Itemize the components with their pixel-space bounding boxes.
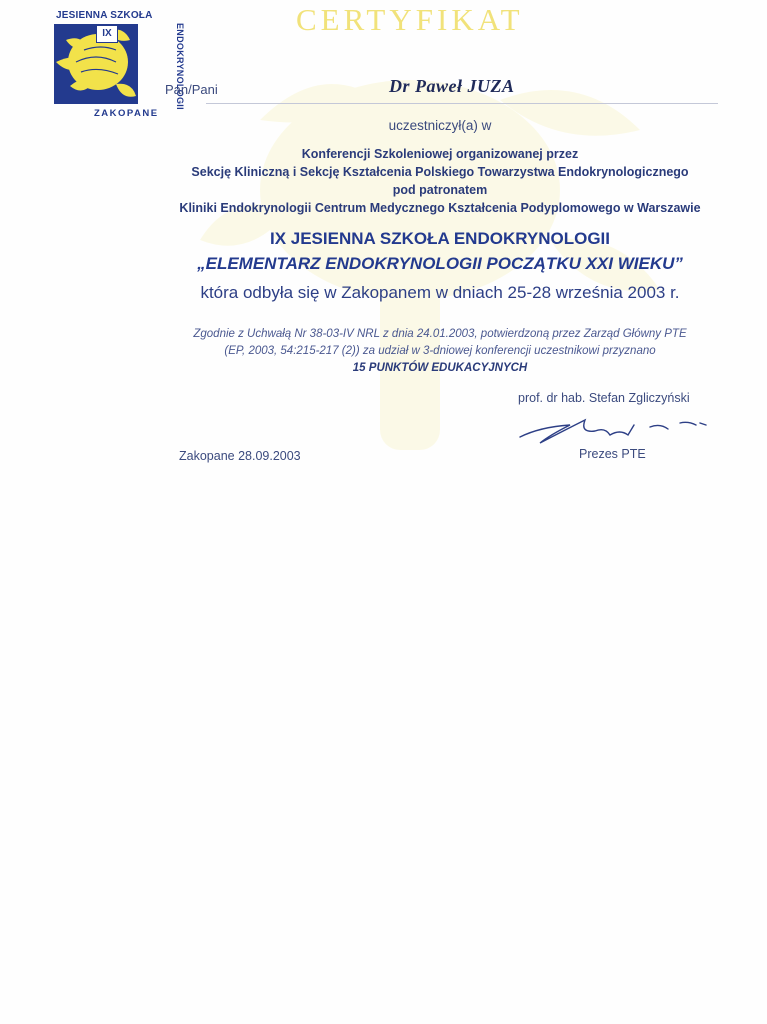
resolution-line: (EP, 2003, 54:215-217 (2)) za udział w 3-dniowej konferencji uczestnikowi przyznano: [224, 345, 656, 357]
certificate-title: CERTYFIKAT: [296, 2, 524, 37]
participated-text: uczestniczył(a) w: [388, 118, 492, 133]
recipient-name: Dr Paweł JUZA: [389, 76, 515, 96]
logo-top-text: JESIENNA SZKOŁA: [56, 10, 153, 21]
conference-line: Konferencji Szkoleniowej organizowanej przez: [301, 147, 579, 161]
signatory-name: prof. dr hab. Stefan Zgliczyński: [518, 391, 690, 405]
education-points: 15 PUNKTÓW EDUKACYJNYCH: [352, 362, 528, 374]
salutation-label: Pan/Pani: [165, 82, 218, 97]
logo-side-text: ENDOKRYNOLOGII: [175, 23, 185, 110]
logo-bottom-text: ZAKOPANE: [94, 108, 159, 119]
place-date: Zakopane 28.09.2003: [179, 449, 301, 463]
conference-theme: „ELEMENTARZ ENDOKRYNOLOGII POCZĄTKU XXI WIEKU”: [197, 254, 683, 273]
handwritten-signature: [510, 405, 710, 450]
sun-leaves-icon: [46, 22, 138, 106]
conference-line: Kliniki Endokrynologii Centrum Medycznego Kształcenia Podyplomowego w Warszawie: [179, 201, 701, 215]
name-underline: [206, 103, 718, 104]
school-logo: [40, 8, 185, 119]
conference-line: Sekcję Kliniczną i Sekcję Kształcenia Polskiego Towarzystwa Endokrynologicznego: [191, 165, 689, 179]
signatory-role: Prezes PTE: [579, 447, 646, 461]
logo-roman-numeral: IX: [96, 25, 118, 43]
resolution-line: Zgodnie z Uchwałą Nr 38-03-IV NRL z dnia 24.01.2003, potwierdzoną przez Zarząd Główny PTE: [193, 328, 687, 340]
school-name: IX JESIENNA SZKOŁA ENDOKRYNOLOGII: [269, 229, 611, 248]
conference-dates: która odbyła się w Zakopanem w dniach 25-28 września 2003 r.: [200, 283, 680, 302]
conference-line: pod patronatem: [392, 183, 488, 197]
